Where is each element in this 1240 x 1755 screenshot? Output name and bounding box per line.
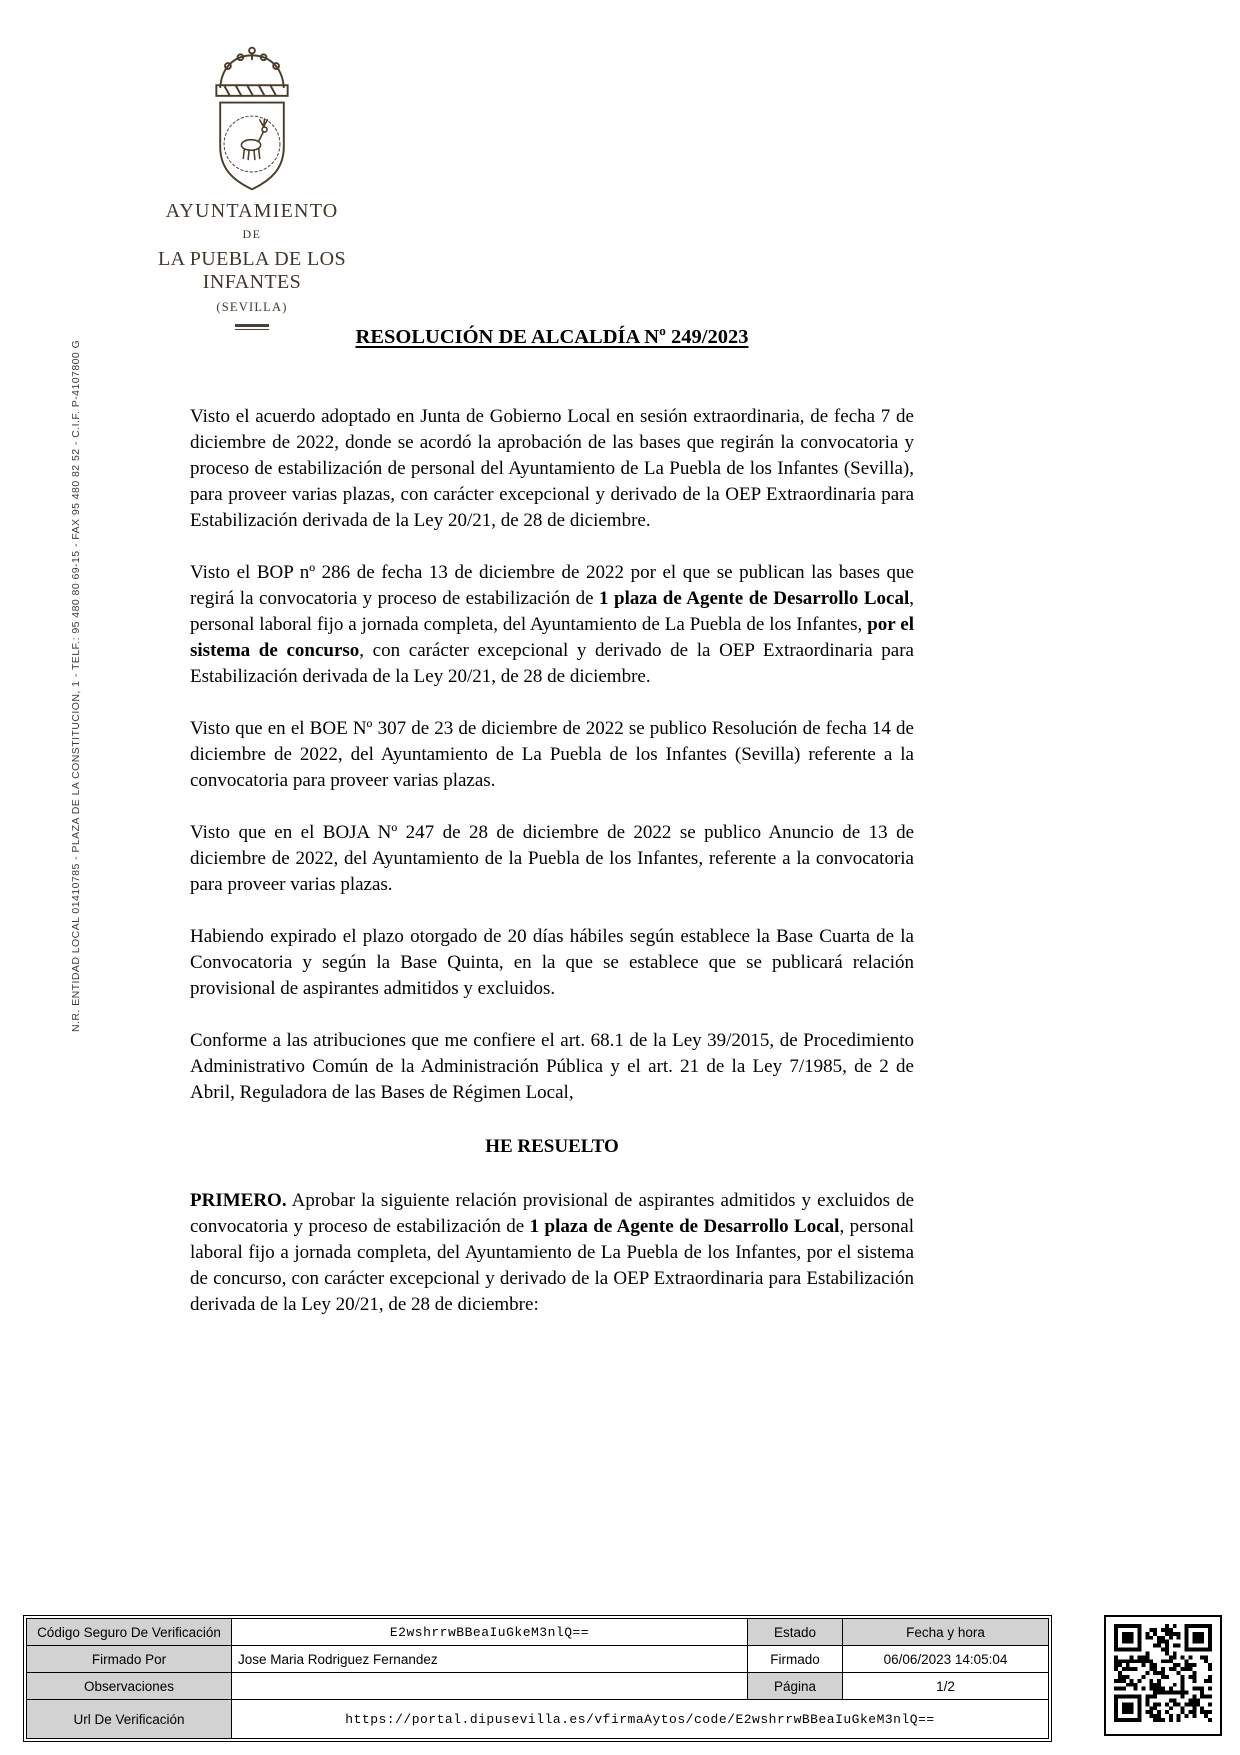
- csv-label: Código Seguro De Verificación: [27, 1619, 232, 1646]
- table-row: [27, 1646, 1049, 1673]
- pagina-value: 1/2: [843, 1673, 1049, 1700]
- table-row: [27, 1700, 1049, 1739]
- estado-label: Estado: [748, 1619, 843, 1646]
- resolution-title: RESOLUCIÓN DE ALCALDÍA Nº 249/2023: [355, 326, 749, 348]
- side-registry-text: N.R. ENTIDAD LOCAL 01410785 - PLAZA DE LA CONSTITUCION, 1 - TELF.: 95 480 80 69-15 - FAX 95 480 82 52 - C.I.F. P-4107800 G: [70, 339, 82, 1032]
- url-value: https://portal.dipusevilla.es/vfirmaAytos/code/E2wshrrwBBeaIuGkeM3nlQ==: [232, 1700, 1049, 1739]
- recital-paragraph-3: Visto que en el BOE Nº 307 de 23 de diciembre de 2022 se publico Resolución de fecha 14 de diciembre de 2022, del Ayuntamiento de La Puebla de los Infantes (Sevilla) referente a la convocatoria para proveer varias plazas.: [190, 718, 914, 791]
- url-label: Url De Verificación: [27, 1700, 232, 1739]
- qr-code: [1114, 1624, 1212, 1727]
- observaciones-value: [232, 1673, 748, 1700]
- verification-footer: [23, 1615, 1052, 1742]
- he-resuelto-heading: HE RESUELTO: [485, 1136, 619, 1157]
- org-name-line1: AYUNTAMIENTO: [165, 200, 339, 222]
- table-row: [27, 1619, 1049, 1646]
- recital-paragraph-2: Visto el BOP nº 286 de fecha 13 de diciembre de 2022 por el que se publican las bases que regirá la convocatoria y proceso de estabilización de 1 plaza de Agente de Desarrollo Local, personal laboral fijo a jornada completa, del Ayuntamiento de La Puebla de los Infantes, por el sistema de concurso, con carácter excepcional y derivado de la OEP Extraordinaria para Estabilización derivada de la Ley 20/21, de 28 de diciembre.: [190, 562, 914, 687]
- fecha-value: 06/06/2023 14:05:04: [843, 1646, 1049, 1673]
- org-name-line2: DE: [242, 227, 262, 241]
- firmado-por-label: Firmado Por: [27, 1646, 232, 1673]
- recital-paragraph-6: Conforme a las atribuciones que me confiere el art. 68.1 de la Ley 39/2015, de Procedimiento Administrativo Común de la Administración Pública y el art. 21 de la Ley 7/1985, de 2 de Abril, Reguladora de las Bases de Régimen Local,: [190, 1030, 914, 1103]
- primero-paragraph: PRIMERO. Aprobar la siguiente relación provisional de aspirantes admitidos y excluidos de convocatoria y proceso de estabilización de 1 plaza de Agente de Desarrollo Local, personal laboral fijo a jornada completa, del Ayuntamiento de La Puebla de los Infantes, por el sistema de concurso, con carácter excepcional y derivado de la OEP Extraordinaria para Estabilización derivada de la Ley 20/21, de 28 de diciembre:: [190, 1190, 915, 1315]
- csv-value: E2wshrrwBBeaIuGkeM3nlQ==: [232, 1619, 748, 1646]
- org-name-line3: LA PUEBLA DE LOS INFANTES: [157, 248, 347, 293]
- letterhead: [110, 42, 394, 330]
- fecha-label: Fecha y hora: [843, 1619, 1049, 1646]
- org-name-line4: (SEVILLA): [216, 300, 288, 314]
- verification-table: [26, 1618, 1049, 1739]
- pagina-label: Página: [748, 1673, 843, 1700]
- observaciones-label: Observaciones: [27, 1673, 232, 1700]
- recital-paragraph-4: Visto que en el BOJA Nº 247 de 28 de diciembre de 2022 se publico Anuncio de 13 de diciembre de 2022, del Ayuntamiento de la Puebla de los Infantes, referente a la convocatoria para proveer varias plazas.: [190, 822, 914, 895]
- resolution-body: [190, 404, 914, 1344]
- estado-value: Firmado: [748, 1646, 843, 1673]
- firmado-por-value: Jose Maria Rodriguez Fernandez: [232, 1646, 748, 1673]
- recital-paragraph-5: Habiendo expirado el plazo otorgado de 20 días hábiles según establece la Base Cuarta de la Convocatoria y según la Base Quinta, en la que se establece que se publicará relación provisional de aspirantes admitidos y excluidos.: [190, 926, 914, 999]
- coat-of-arms-icon: [199, 42, 305, 194]
- table-row: [27, 1673, 1049, 1700]
- recital-paragraph-1: Visto el acuerdo adoptado en Junta de Gobierno Local en sesión extraordinaria, de fecha 7 de diciembre de 2022, donde se acordó la aprobación de las bases que regirán la convocatoria y proceso de estabilización de personal del Ayuntamiento de La Puebla de los Infantes (Sevilla), para proveer varias plazas, con carácter excepcional y derivado de la OEP Extraordinaria para Estabilización derivada de la Ley 20/21, de 28 de diciembre.: [190, 406, 914, 531]
- qr-code-box: [1104, 1615, 1222, 1736]
